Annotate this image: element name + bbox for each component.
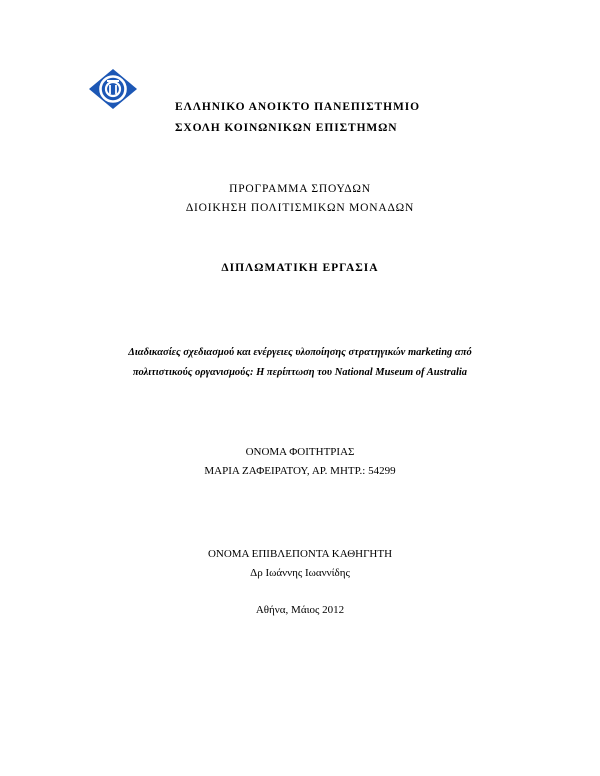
supervisor-label: ΟΝΟΜΑ ΕΠΙΒΛΕΠΟΝΤΑ ΚΑΘΗΓΗΤΗ bbox=[207, 548, 393, 560]
supervisor-block bbox=[0, 545, 600, 583]
thesis-title-line-1: Διαδικασίες σχεδιασμού και ενέργειες υλοποίησης στρατηγικών marketing από bbox=[128, 347, 472, 358]
program-label: ΠΡΟΓΡΑΜΜΑ ΣΠΟΥΔΩΝ bbox=[229, 183, 371, 195]
thesis-title-line-2: πολιτιστικούς οργανισμούς: Η περίπτωση του National Museum of Australia bbox=[132, 367, 468, 378]
university-name: ΕΛΛΗΝΙΚΟ ΑΝΟΙΚΤΟ ΠΑΝΕΠΙΣΤΗΜΙΟ bbox=[175, 101, 420, 113]
student-name: ΜΑΡΙΑ ΖΑΦΕΙΡΑΤΟΥ, ΑΡ. ΜΗΤΡ.: 54299 bbox=[204, 465, 396, 477]
program-name: ΔΙΟΙΚΗΣΗ ΠΟΛΙΤΙΣΜΙΚΩΝ ΜΟΝΑΔΩΝ bbox=[185, 202, 415, 214]
school-name: ΣΧΟΛΗ ΚΟΙΝΩΝΙΚΩΝ ΕΠΙΣΤΗΜΩΝ bbox=[175, 122, 398, 134]
student-block bbox=[0, 443, 600, 481]
place-date: Αθήνα, Μάιος 2012 bbox=[255, 604, 345, 616]
program-block bbox=[0, 180, 600, 218]
thesis-title bbox=[0, 343, 600, 383]
university-logo-icon bbox=[88, 68, 138, 110]
document-type: ΔΙΠΛΩΜΑΤΙΚΗ ΕΡΓΑΣΙΑ bbox=[221, 262, 379, 274]
student-label: ΟΝΟΜΑ ΦΟΙΤΗΤΡΙΑΣ bbox=[245, 446, 355, 458]
institution-header bbox=[175, 97, 475, 139]
supervisor-name: Δρ Ιωάννης Ιωαννίδης bbox=[250, 567, 350, 579]
